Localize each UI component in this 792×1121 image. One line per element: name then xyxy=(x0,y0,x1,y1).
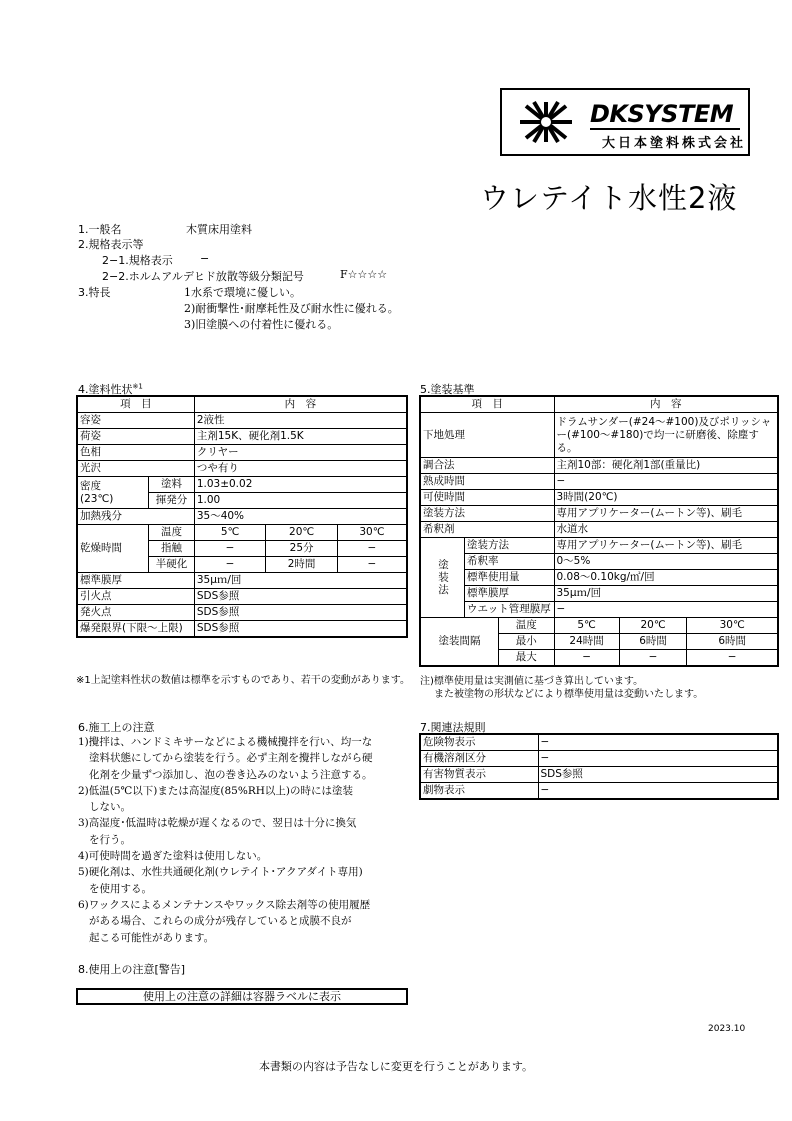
method-value: − xyxy=(554,602,778,618)
density-av: 1.03±0.02 xyxy=(194,477,407,493)
row-label: 発火点 xyxy=(77,605,194,621)
logo-company: 大日本塗料株式会社 xyxy=(602,136,747,151)
s6-line: しない。 xyxy=(89,801,131,814)
s3-label: 3.特長 xyxy=(78,286,111,299)
reg-label: 危険物表示 xyxy=(420,734,538,751)
interval-cell: − xyxy=(619,650,687,667)
interval-h: 30℃ xyxy=(687,618,778,634)
s6-label: 6.施工上の注意 xyxy=(78,721,155,734)
density-label-text: 密度 xyxy=(80,479,101,492)
s6-line: 塗料状態にしてから塗装を行う。必ず主剤を攪拌しながら硬 xyxy=(89,752,373,765)
row-label: 色相 xyxy=(77,445,194,461)
row-label: 光沢 xyxy=(77,461,194,477)
dry-cell: 指触 xyxy=(149,541,195,557)
row-value: SDS参照 xyxy=(194,589,407,605)
logo-divider xyxy=(590,128,740,130)
s4-sup: ※1 xyxy=(132,382,143,391)
method-value: 35μｍ/回 xyxy=(554,586,778,602)
s5-label: 5.塗装基準 xyxy=(420,383,475,396)
dry-cell: 25分 xyxy=(266,541,338,557)
row-value: 専用アプリケーター(ムートン等)、刷毛 xyxy=(554,506,778,522)
s3-item: 3)旧塗膜への付着性に優れる。 xyxy=(184,318,339,331)
interval-cell: − xyxy=(687,650,778,667)
dry-cell: − xyxy=(194,541,265,557)
row-value: − xyxy=(554,474,778,490)
row-value: 2液性 xyxy=(194,413,407,429)
s3-item: 1水系で環境に優しい。 xyxy=(184,286,301,299)
s6-line: 5)硬化剤は、水性共通硬化剤(ウレテイト･アクアダイト専用) xyxy=(78,866,363,879)
issue-date: 2023.10 xyxy=(708,1024,746,1034)
footer-note: 本書類の内容は予告なしに変更を行うことがあります。 xyxy=(258,1060,534,1073)
interval-cell: 6時間 xyxy=(687,634,778,650)
interval-cell: − xyxy=(554,650,619,667)
row-value: SDS参照 xyxy=(194,621,407,638)
row-label: 爆発限界(下限〜上限) xyxy=(77,621,194,638)
s2b-label: 2−2.ホルムアルデヒド放散等級分類記号 xyxy=(102,270,304,283)
dry-label: 乾燥時間 xyxy=(77,525,149,573)
row-label: 標準膜厚 xyxy=(77,573,194,589)
s8-label: 8.使用上の注意[警告] xyxy=(78,963,186,976)
dry-h: 5℃ xyxy=(194,525,265,541)
row-label: 加熱残分 xyxy=(77,509,194,525)
s2a-label: 2−1.規格表示 xyxy=(102,254,173,267)
row-value: 35μｍ/回 xyxy=(194,573,407,589)
dry-cell: 半硬化 xyxy=(149,557,195,573)
s4-note: ※1上記塗料性状の数値は標準を示すものであり、若干の変動があります。 xyxy=(76,675,410,686)
method-label: 塗装法 xyxy=(420,538,465,618)
row-value: 水道水 xyxy=(554,522,778,538)
s6-line: を行う。 xyxy=(89,833,131,846)
s2-label: 2.規格表示等 xyxy=(78,238,144,251)
row-label: 希釈剤 xyxy=(420,522,554,538)
s6-line: 2)低温(5℃以下)または高湿度(85%RH以上)の時には塗装 xyxy=(78,784,353,797)
method-item: 標準使用量 xyxy=(465,570,555,586)
reg-label: 有害物質表示 xyxy=(420,767,538,783)
s7-label: 7.関連法規則 xyxy=(420,721,486,734)
dry-cell: − xyxy=(337,541,407,557)
regulations-table xyxy=(419,733,779,800)
dry-h: 30℃ xyxy=(337,525,407,541)
s1-value: 木質床用塗料 xyxy=(186,223,252,236)
row-value: 主剤10部：硬化剤1部(重量比) xyxy=(554,458,778,474)
paint-properties-table xyxy=(76,395,408,638)
dry-cell: − xyxy=(194,557,265,573)
row-label: 調合法 xyxy=(420,458,554,474)
s2a-value: − xyxy=(200,252,210,265)
s2b-value: F☆☆☆☆ xyxy=(340,268,388,281)
row-value: 3時間(20℃) xyxy=(554,490,778,506)
s1-label: 1.一般名 xyxy=(78,223,122,236)
reg-label: 劇物表示 xyxy=(420,783,538,800)
sunburst-logo-icon xyxy=(516,100,576,144)
interval-h: 5℃ xyxy=(554,618,619,634)
s6-line: を使用する。 xyxy=(89,882,152,895)
reg-value: − xyxy=(538,751,778,767)
interval-cell: 24時間 xyxy=(554,634,619,650)
density-sub: (23℃) xyxy=(80,492,114,505)
s4-label-text: 4.塗料性状 xyxy=(78,383,133,396)
row-value: クリヤー xyxy=(194,445,407,461)
h-content: 内 容 xyxy=(554,396,778,413)
row-label: 可使時間 xyxy=(420,490,554,506)
s6-line: 化剤を少量ずつ添加し、泡の巻き込みのないよう注意する。 xyxy=(89,768,373,781)
method-item: ウエット管理膜厚 xyxy=(465,602,555,618)
company-logo xyxy=(500,88,750,156)
method-item: 標準膜厚 xyxy=(465,586,555,602)
interval-cell: 最小 xyxy=(499,634,554,650)
method-item: 塗装方法 xyxy=(465,538,555,554)
h-content: 内 容 xyxy=(194,396,407,413)
reg-label: 有機溶剤区分 xyxy=(420,751,538,767)
reg-value: − xyxy=(538,734,778,751)
method-item: 希釈率 xyxy=(465,554,555,570)
row-label: 引火点 xyxy=(77,589,194,605)
density-a: 塗料 xyxy=(149,477,195,493)
row-value: 主剤15K、硬化剤1.5K xyxy=(194,429,407,445)
method-value: 専用アプリケーター(ムートン等)、刷毛 xyxy=(554,538,778,554)
interval-cell: 6時間 xyxy=(619,634,687,650)
s3-item: 2)耐衝撃性･耐摩耗性及び耐水性に優れる。 xyxy=(184,302,399,315)
interval-h: 温度 xyxy=(499,618,554,634)
reg-value: − xyxy=(538,783,778,800)
h-item: 項 目 xyxy=(77,396,194,413)
prep-value: ドラムサンダー(#24〜#100)及びポリッシャー(#100〜#180)で均一に研磨後、除塵する。 xyxy=(554,413,778,458)
dry-h: 温度 xyxy=(149,525,195,541)
s5-note1: 注)標準使用量は実測値に基づき算出しています。 xyxy=(420,676,644,687)
method-value: 0.08〜0.10kg/㎡/回 xyxy=(554,570,778,586)
density-b: 揮発分 xyxy=(149,493,195,509)
product-title: ウレテイト水性2液 xyxy=(480,181,738,215)
prep-label: 下地処理 xyxy=(420,413,554,458)
s6-line: 起こる可能性があります。 xyxy=(89,931,215,944)
s5-note2: また被塗物の形状などにより標準使用量は変動いたします。 xyxy=(434,689,704,700)
s6-line: 6)ワックスによるメンテナンスやワックス除去剤等の使用履歴 xyxy=(78,898,371,911)
h-item: 項 目 xyxy=(420,396,554,413)
s6-body xyxy=(78,734,373,946)
interval-h: 20℃ xyxy=(619,618,687,634)
row-value: つや有り xyxy=(194,461,407,477)
row-label: 熟成時間 xyxy=(420,474,554,490)
coating-standard-table xyxy=(419,395,779,667)
s6-line: 3)高湿度･低温時は乾燥が遅くなるので、翌日は十分に換気 xyxy=(78,817,357,830)
row-value: 35〜40% xyxy=(194,509,407,525)
logo-brand: DKSYSTEM xyxy=(590,100,734,128)
interval-label: 塗装間隔 xyxy=(420,618,499,667)
row-label: 塗装方法 xyxy=(420,506,554,522)
dry-h: 20℃ xyxy=(266,525,338,541)
density-label xyxy=(77,477,149,509)
row-label: 容姿 xyxy=(77,413,194,429)
row-label: 荷姿 xyxy=(77,429,194,445)
dry-cell: − xyxy=(337,557,407,573)
density-bv: 1.00 xyxy=(194,493,407,509)
s6-line: 1)攪拌は、ハンドミキサーなどによる機械攪拌を行い、均一な xyxy=(78,736,373,748)
row-value: SDS参照 xyxy=(194,605,407,621)
reg-value: SDS参照 xyxy=(538,767,778,783)
warning-box: 使用上の注意の詳細は容器ラベルに表示 xyxy=(76,988,408,1005)
interval-cell: 最大 xyxy=(499,650,554,667)
method-value: 0〜5% xyxy=(554,554,778,570)
s6-line: 4)可使時間を過ぎた塗料は使用しない。 xyxy=(78,850,268,863)
dry-cell: 2時間 xyxy=(266,557,338,573)
s6-line: がある場合、これらの成分が残存していると成膜不良が xyxy=(89,915,352,928)
